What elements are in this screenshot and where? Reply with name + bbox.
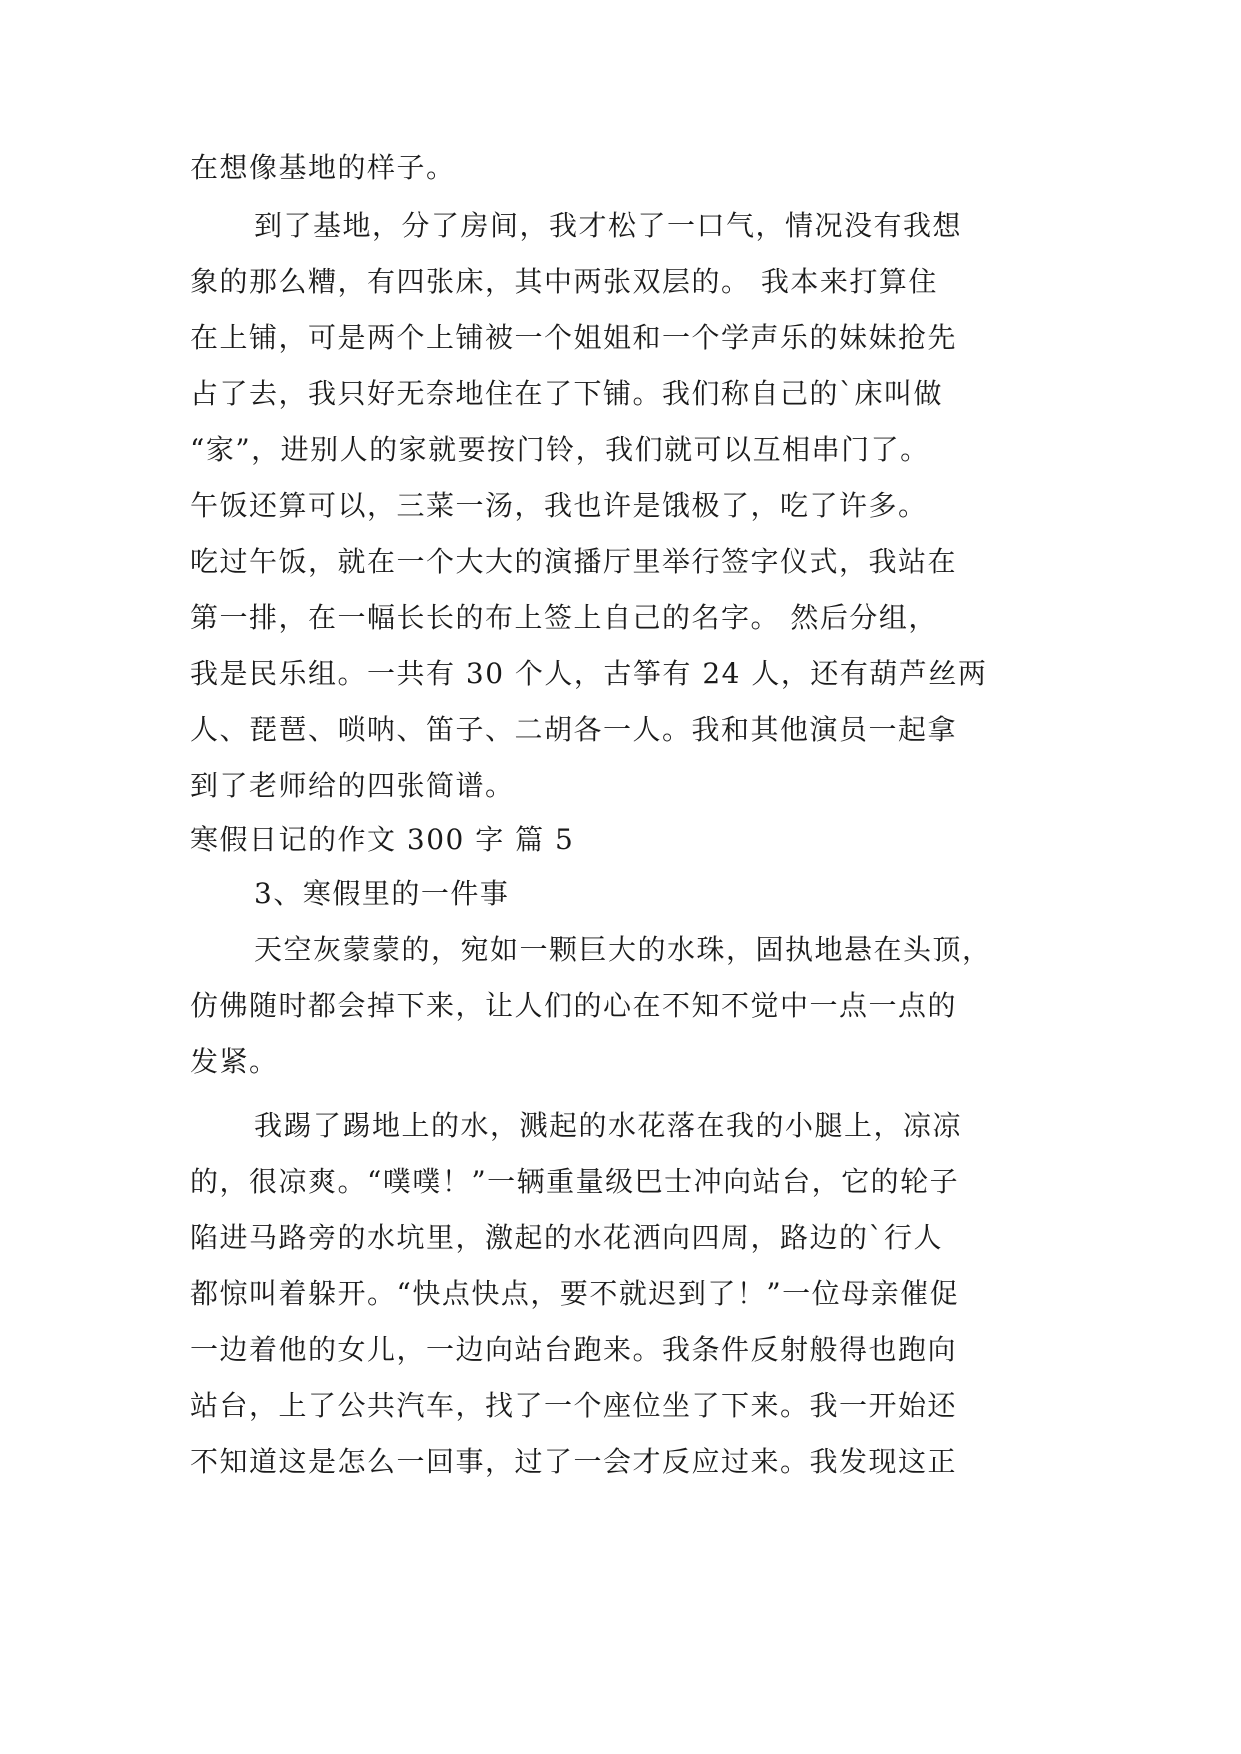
- paragraph-line: 的，很凉爽。“噗噗！”一辆重量级巴士冲向站台，它的轮子: [190, 1165, 960, 1198]
- paragraph-line: 在上铺，可是两个上铺被一个姐姐和一个学声乐的妹妹抢先: [190, 321, 958, 354]
- paragraph-line: 陷进马路旁的水坑里，激起的水花洒向四周，路边的`行人: [190, 1221, 944, 1254]
- paragraph-line: 占了去，我只好无奈地住在了下铺。我们称自己的`床叫做: [190, 377, 944, 410]
- paragraph-line: 站台，上了公共汽车，找了一个座位坐了下来。我一开始还: [190, 1389, 958, 1422]
- section-heading: 寒假日记的作文 300 字 篇 5: [190, 823, 575, 856]
- paragraph-line: 午饭还算可以，三菜一汤，我也许是饿极了，吃了许多。: [190, 489, 928, 522]
- paragraph-line: 发紧。: [190, 1045, 279, 1078]
- paragraph-line: 天空灰蒙蒙的，宛如一颗巨大的水珠，固执地悬在头顶，: [254, 933, 992, 966]
- paragraph-line: 到了老师给的四张简谱。: [190, 769, 515, 802]
- paragraph-line: 在想像基地的样子。: [190, 151, 456, 184]
- paragraph-line: 仿佛随时都会掉下来，让人们的心在不知不觉中一点一点的: [190, 989, 958, 1022]
- paragraph-line: 人、琵琶、唢呐、笛子、二胡各一人。我和其他演员一起拿: [190, 713, 958, 746]
- paragraph-line: 我踢了踢地上的水，溅起的水花落在我的小腿上，凉凉: [254, 1109, 963, 1142]
- paragraph-line: 象的那么糟，有四张床，其中两张双层的。 我本来打算住: [190, 265, 938, 298]
- paragraph-line: 第一排，在一幅长长的布上签上自己的名字。 然后分组，: [190, 601, 938, 634]
- subsection-heading: 3、寒假里的一件事: [254, 877, 510, 910]
- paragraph-line: 我是民乐组。一共有 30 个人，古筝有 24 人，还有葫芦丝两: [190, 657, 988, 690]
- paragraph-line: 不知道这是怎么一回事，过了一会才反应过来。我发现这正: [190, 1445, 958, 1478]
- paragraph-line: 吃过午饭，就在一个大大的演播厅里举行签字仪式，我站在: [190, 545, 958, 578]
- paragraph-line: 一边着他的女儿，一边向站台跑来。我条件反射般得也跑向: [190, 1333, 958, 1366]
- paragraph-line: 都惊叫着躲开。“快点快点，要不就迟到了！”一位母亲催促: [190, 1277, 960, 1310]
- paragraph-line: “家”，进别人的家就要按门铃，我们就可以互相串门了。: [190, 433, 930, 466]
- paragraph-line: 到了基地，分了房间，我才松了一口气，情况没有我想: [254, 209, 963, 242]
